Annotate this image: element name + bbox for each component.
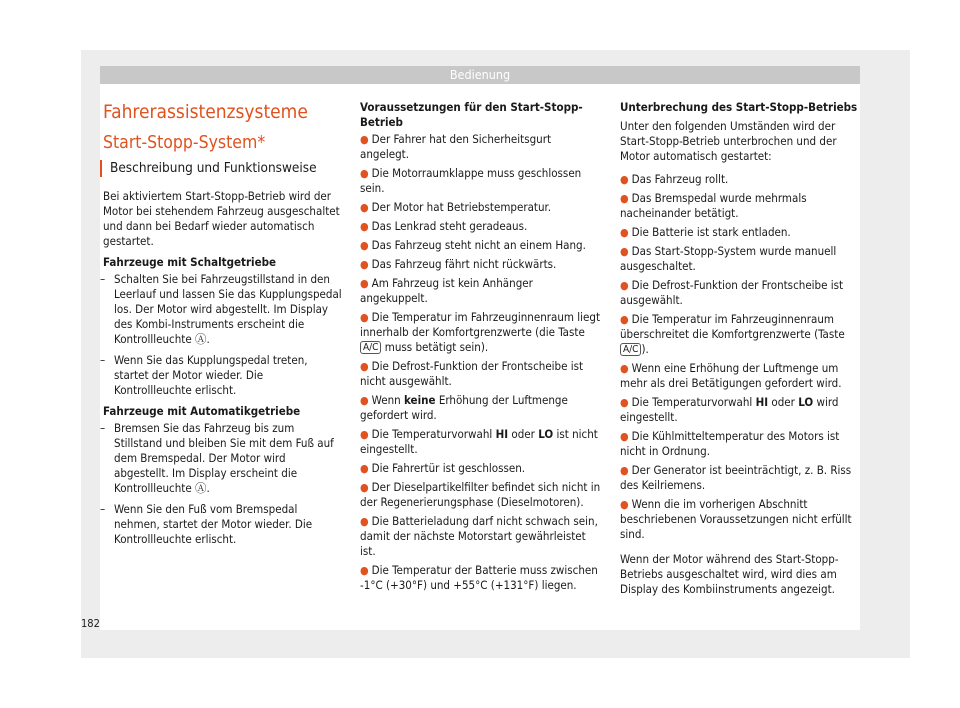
manual-heading: Fahrzeuge mit Schaltgetriebe	[103, 255, 277, 269]
bullet-icon: ●	[360, 481, 369, 494]
list-item: ● Die Temperaturvorwahl HI oder LO wird eingestellt.	[620, 395, 839, 424]
interruption-intro: Unter den folgenden Umständen wird der Start-Stopp-Betrieb unterbrochen und der Motor automatisch gestartet:	[620, 119, 837, 163]
bullet-icon: ●	[620, 313, 629, 326]
bullet-icon: ●	[620, 396, 629, 409]
list-item: ● Wenn eine Erhöhung der Luftmenge um mehr als drei Betätigungen gefordert wird.	[620, 361, 842, 390]
list-item: – Wenn Sie das Kupplungspedal treten, startet der Motor wieder. Die Kontrollleuchte erlischt.	[100, 353, 308, 397]
bullet-icon: ●	[360, 258, 369, 271]
list-item: ● Das Fahrzeug rollt.	[620, 172, 729, 186]
bullet-icon: ●	[360, 201, 369, 214]
bullet-icon: ●	[620, 226, 629, 239]
bullet-icon: ●	[360, 239, 369, 252]
bullet-icon: ●	[360, 515, 369, 528]
dash-marker: –	[100, 272, 106, 286]
list-item: ● Die Temperatur der Batterie muss zwischen -1°C (+30°F) und +55°C (+131°F) liegen.	[360, 563, 598, 592]
bullet-icon: ●	[620, 362, 629, 375]
requirements-heading: Voraussetzungen für den Start-Stopp-Betrieb	[360, 100, 583, 129]
page-number: 182	[81, 617, 100, 630]
bullet-icon: ●	[360, 311, 369, 324]
list-item: – Schalten Sie bei Fahrzeugstillstand in den Leerlauf und lassen Sie das Kupplungspedal los. Der Motor wird abgestellt. Im Display des Kombi-Instruments erscheint die Kontrollleuchte Ⓐ.	[100, 272, 342, 346]
list-item: ● Der Motor hat Betriebstemperatur.	[360, 200, 552, 214]
list-item: ● Das Lenkrad steht geradeaus.	[360, 219, 528, 233]
list-item: ● Die Defrost-Funktion der Frontscheibe ist ausgewählt.	[620, 278, 844, 307]
section-header: Bedienung	[100, 66, 860, 84]
ac-key-icon: A/C	[620, 343, 641, 356]
list-item: ● Die Temperaturvorwahl HI oder LO ist nicht eingestellt.	[360, 427, 598, 456]
auto-heading: Fahrzeuge mit Automatikgetriebe	[103, 404, 301, 418]
bullet-icon: ●	[360, 220, 369, 233]
list-item: ● Die Defrost-Funktion der Frontscheibe ist nicht ausgewählt.	[360, 359, 584, 388]
list-item: – Bremsen Sie das Fahrzeug bis zum Stillstand und bleiben Sie mit dem Fuß auf dem Bremspedal. Der Motor wird abgestellt. Im Display erscheint die Kontrollleuchte Ⓐ.	[100, 421, 334, 495]
list-item: ● Wenn die im vorherigen Abschnitt beschriebenen Voraussetzungen nicht erfüllt sind.	[620, 497, 852, 541]
list-item: ● Wenn keine Erhöhung der Luftmenge gefordert wird.	[360, 393, 568, 422]
dash-marker: –	[100, 502, 106, 516]
bullet-icon: ●	[620, 173, 629, 186]
chapter-title: Fahrerassistenzsysteme	[103, 101, 308, 123]
list-item: ● Die Motorraumklappe muss geschlossen sein.	[360, 166, 582, 195]
topic-title: Start-Stopp-System*	[103, 133, 266, 153]
list-item: ● Die Batterie ist stark entladen.	[620, 225, 791, 239]
bullet-icon: ●	[360, 428, 369, 441]
list-item: ● Am Fahrzeug ist kein Anhänger angekuppelt.	[360, 276, 533, 305]
bullet-icon: ●	[360, 564, 369, 577]
list-item: ● Das Fahrzeug steht nicht an einem Hang.	[360, 238, 586, 252]
list-item: – Wenn Sie den Fuß vom Bremspedal nehmen, startet der Motor wieder. Die Kontrollleuchte erlischt.	[100, 502, 313, 546]
list-item: ● Die Fahrertür ist geschlossen.	[360, 461, 526, 475]
dash-marker: –	[100, 421, 106, 435]
ac-key-icon: A/C	[360, 341, 381, 354]
bullet-icon: ●	[360, 360, 369, 373]
list-item: ● Das Start-Stopp-System wurde manuell ausgeschaltet.	[620, 244, 837, 273]
list-item: ● Der Generator ist beeinträchtigt, z. B. Riss des Keilriemens.	[620, 463, 852, 492]
list-item: ● Das Bremspedal wurde mehrmals nacheinander betätigt.	[620, 191, 807, 220]
column-middle	[360, 100, 602, 597]
bullet-icon: ●	[360, 394, 369, 407]
bullet-icon: ●	[620, 245, 629, 258]
outro-paragraph: Wenn der Motor während des Start-Stopp-Betriebs ausgeschaltet wird, wird dies am Display des Kombiinstruments angezeigt.	[620, 552, 839, 596]
bullet-icon: ●	[620, 430, 629, 443]
dash-marker: –	[100, 353, 106, 367]
section-heading: Beschreibung und Funktionsweise	[100, 160, 343, 177]
bullet-icon: ●	[620, 498, 629, 511]
intro-paragraph: Bei aktiviertem Start-Stopp-Betrieb wird der Motor bei stehendem Fahrzeug ausgeschaltet und dann bei Bedarf wieder automatisch gestartet.	[103, 189, 340, 248]
bullet-icon: ●	[620, 464, 629, 477]
bullet-icon: ●	[360, 277, 369, 290]
list-item: ● Die Batterieladung darf nicht schwach sein, damit der nächste Motorstart gewährleistet ist.	[360, 514, 598, 558]
list-item: ● Das Fahrzeug fährt nicht rückwärts.	[360, 257, 557, 271]
interruption-heading: Unterbrechung des Start-Stopp-Betriebs	[620, 100, 858, 114]
list-item: ● Die Temperatur im Fahrzeuginnenraum überschreitet die Komfortgrenzwerte (Taste A/C ).	[620, 312, 845, 356]
bullet-icon: ●	[360, 133, 369, 146]
bullet-icon: ●	[360, 167, 369, 180]
list-item: ● Die Temperatur im Fahrzeuginnenraum liegt innerhalb der Komfortgrenzwerte (die Taste A/C muss betätigt sein).	[360, 310, 601, 354]
column-right	[620, 100, 860, 603]
list-item: ● Der Dieselpartikelfilter befindet sich nicht in der Regenerierungsphase (Dieselmotoren).	[360, 480, 601, 509]
list-item: ● Der Fahrer hat den Sicherheitsgurt angelegt.	[360, 132, 552, 161]
bullet-icon: ●	[360, 462, 369, 475]
bullet-icon: ●	[620, 279, 629, 292]
bullet-icon: ●	[620, 192, 629, 205]
column-left	[100, 100, 343, 553]
list-item: ● Die Kühlmitteltemperatur des Motors ist nicht in Ordnung.	[620, 429, 840, 458]
